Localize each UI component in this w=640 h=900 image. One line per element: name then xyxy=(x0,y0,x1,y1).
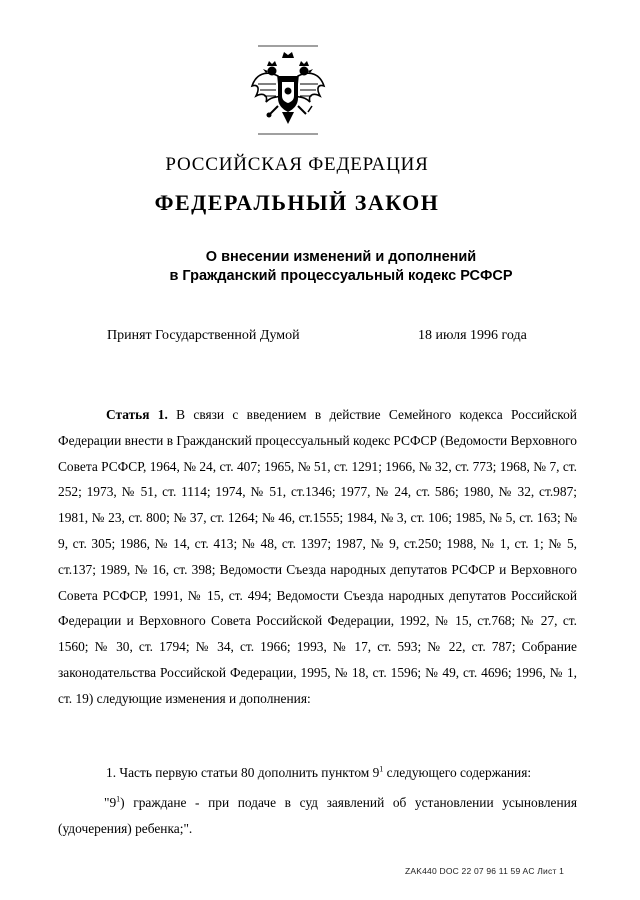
country-heading: РОССИЙСКАЯ ФЕДЕРАЦИЯ xyxy=(165,154,429,175)
law-title xyxy=(0,248,640,286)
item-1-text-after: следующего содержания: xyxy=(383,765,532,780)
quoted-amendment xyxy=(58,790,577,842)
quote-superscript: 1 xyxy=(116,794,121,804)
article-1-label: Статья 1. xyxy=(106,407,168,422)
document-type-heading: ФЕДЕРАЛЬНЫЙ ЗАКОН xyxy=(154,190,440,215)
item-1-text-before: 1. Часть первую статьи 80 дополнить пунктом 9 xyxy=(106,765,380,780)
footer-stamp: ZAK440 DOC 22 07 96 11 59 AC Лист 1 xyxy=(405,866,565,876)
law-title-line-1: О внесении изменений и дополнений xyxy=(205,249,477,265)
article-1-paragraph xyxy=(58,402,577,712)
quote-text: ) граждане - при подаче в суд заявлений об установлении усыновления (удочерения) ребенка;". xyxy=(58,795,577,836)
law-title-line-2: в Гражданский процессуальный кодекс РСФСР xyxy=(169,268,513,284)
article-1-text: В связи с введением в действие Семейного кодекса Российской Федерации внести в Гражданский процессуальный кодекс РСФСР (Ведомости Верховного Совета РСФСР, 1964, № 24, ст. 407; 1965, № 51, ст. 1291; 1966, № 32, ст. 773; 1968, № 7, ст. 252; 1973, № 51, ст. 1114; 1974, № 51, ст.1346; 1977, № 24, ст. 586; 1980, № 32, ст.987; 1981, № 23, ст. 800; № 37, ст. 1264; № 46, ст.1555; 1984, № 3, ст. 106; 1985, № 5, ст. 163; № 9, ст. 305; 1986, № 14, ст. 413; № 48, ст. 1397; 1987, № 9, ст.250; 1988, № 1, ст. 1; № 5, ст.137; 1989, № 16, ст. 398; Ведомости Съезда народных депутатов РСФСР и Верховного Совета РСФСР, 1991, № 15, ст. 494; Ведомости Съезда народных депутатов Российской Федерации и Верховного Совета Российской Федерации, 1992, № 15, ст.768; № 27, ст. 1560; № 30, ст. 1794; № 34, ст. 1966; 1993, № 17, ст. 593; № 22, ст. 787; Собрание законодательства Российской Федерации, 1995, № 18, ст. 1596; № 49, ст. 4696; 1996, № 1, ст. 19) следующие изменения и дополнения: xyxy=(58,407,577,706)
quote-open: "9 xyxy=(104,795,117,810)
double-headed-eagle-icon xyxy=(238,40,338,140)
coat-of-arms-emblem xyxy=(238,40,338,140)
item-1-paragraph xyxy=(58,760,577,786)
adoption-date: 18 июля 1996 года xyxy=(418,328,527,343)
adopted-by-label: Принят Государственной Думой xyxy=(107,328,300,343)
item-1-superscript: 1 xyxy=(379,764,384,774)
